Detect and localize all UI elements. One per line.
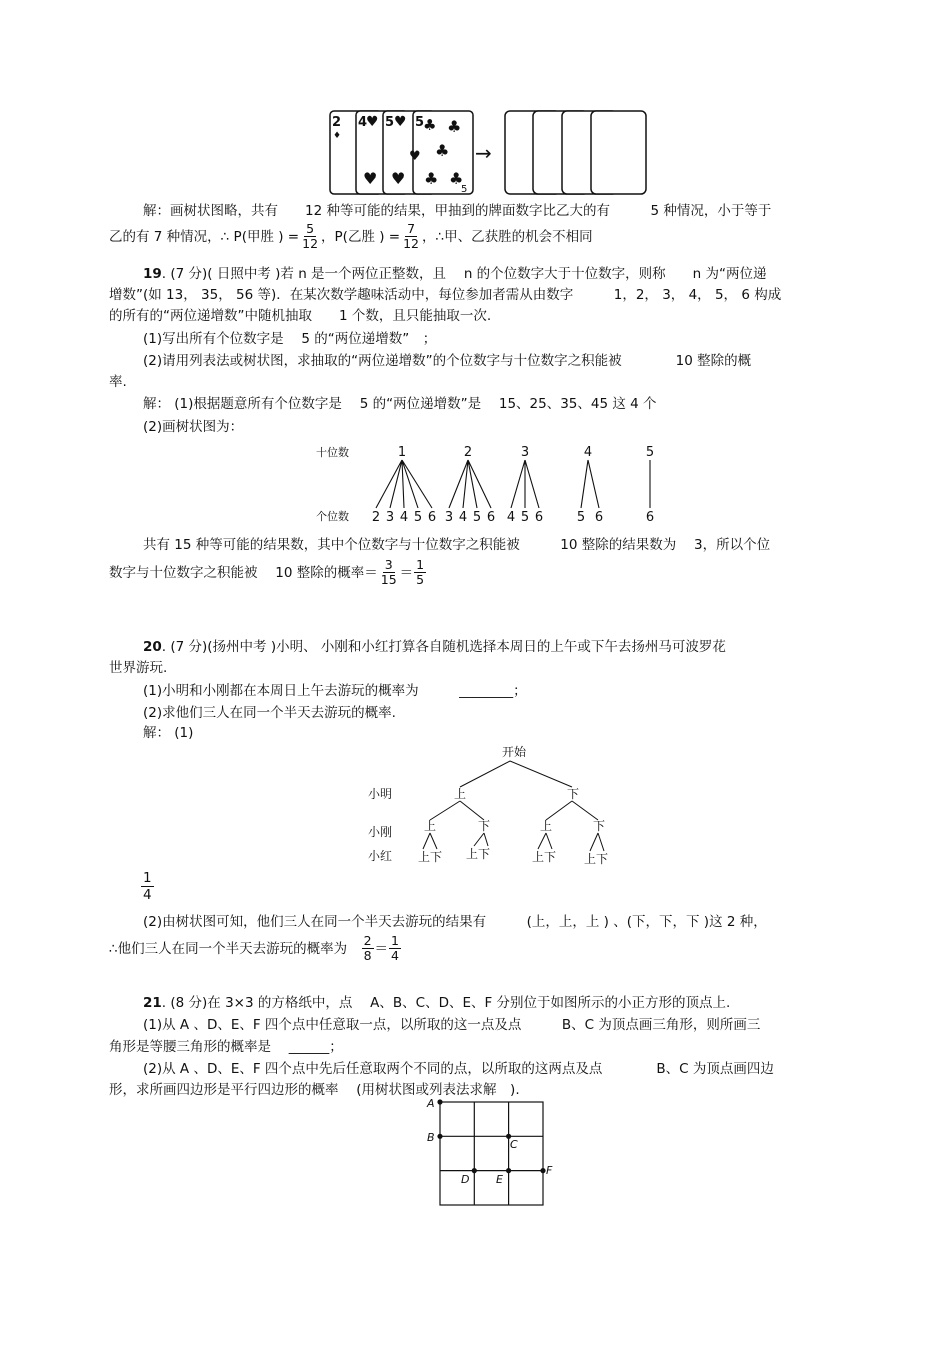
- card-suit: ♣: [423, 116, 437, 134]
- q20-part1: (1)小明和小刚都在本周日上午去游玩的概率为 ________；: [143, 683, 527, 699]
- q19-solution1: 解： (1)根据题意所有个位数字是 5 的“两位递增数”是 15、25、35、45 这 4 个: [143, 396, 657, 412]
- heart-pip-icon: ♥: [363, 169, 378, 188]
- tens-node: 1: [397, 445, 407, 460]
- q20-solution2b: [109, 934, 402, 963]
- text: . (7 分)( 日照中考 )若 n 是一个两位正整数，且 n 的个位数字大于十位数字，则称 n 为“两位递: [161, 266, 767, 282]
- row-label: 小红: [368, 849, 393, 863]
- text: . (8 分)在 3×3 的方格纸中，点 A、B、C、D、E、F 分别位于如图所示的小正方形的顶点上.: [161, 995, 731, 1011]
- tens-label: 十位数: [316, 446, 349, 459]
- q19-part2b: 率.: [109, 374, 127, 390]
- q21-grid-figure: [420, 1096, 560, 1208]
- heart-pip-icon: ♥: [409, 149, 421, 164]
- card-suit: ♦: [333, 131, 342, 141]
- ones-node: 4: [399, 510, 409, 525]
- ones-node: 6: [427, 510, 437, 525]
- denominator: 12: [403, 236, 420, 251]
- denominator: 4: [391, 948, 399, 963]
- numerator: 1: [391, 933, 399, 948]
- tens-node: 4: [583, 445, 593, 460]
- numerator: 1: [143, 870, 152, 886]
- label-c: C: [510, 1138, 518, 1151]
- q19-line3: 的所有的“两位递增数”中随机抽取 1 个数，且只能抽取一次.: [109, 308, 492, 324]
- q19-part1: (1)写出所有个位数字是 5 的“两位递增数” ；: [143, 331, 437, 347]
- equals: ＝: [399, 564, 414, 581]
- ones-label: 个位数: [316, 510, 349, 523]
- q20-solution2a: (2)由树状图可知，他们三人在同一个半天去游玩的结果有 (上，上，上 ) 、(下，下，下 )这 2 种，: [143, 914, 767, 930]
- q19-conclusion1: 共有 15 种等可能的结果数，其中个位数字与十位数字之积能被 10 整除的结果数为 3，所以个位: [143, 537, 771, 553]
- q19-solution2: (2)画树状图为：: [143, 419, 244, 435]
- tree-node: 上: [540, 819, 553, 833]
- text: 数字与十位数字之积能被 10 整除的概率＝: [109, 564, 378, 581]
- denominator: 8: [363, 948, 372, 963]
- q20-solution: 解： (1): [143, 725, 194, 741]
- club-pip-icon: ♣: [435, 141, 450, 160]
- numerator: 3: [384, 557, 393, 572]
- card-suit: ♥: [394, 114, 407, 130]
- label-a: A: [427, 1097, 435, 1110]
- tree-node: 上下: [466, 847, 491, 861]
- card-figure: [325, 108, 655, 198]
- q19-line2: 增数”(如 13， 35， 56 等)．在某次数学趣味活动中，每位参加者需从由数字 1，2， 3， 4， 5， 6 构成: [109, 287, 782, 303]
- tree-node: 上下: [532, 850, 557, 864]
- card-rank: 4: [358, 115, 368, 130]
- club-pip-icon: ♣: [424, 169, 439, 188]
- ones-node: 5: [413, 510, 423, 525]
- tree-node: 上: [424, 819, 437, 833]
- q20-part2: (2)求他们三人在同一个半天去游玩的概率.: [143, 705, 396, 721]
- text: ，P(乙胜 ) =: [321, 228, 401, 245]
- q21-line1: [143, 994, 730, 1012]
- question-number: 20: [143, 639, 162, 655]
- ones-node: 2: [371, 510, 381, 525]
- label-f: F: [546, 1164, 553, 1177]
- tree-node: 上下: [418, 850, 443, 864]
- text: ∴他们三人在同一个半天去游玩的概率为: [109, 940, 361, 957]
- point-d: [472, 1168, 477, 1173]
- denominator: 4: [143, 887, 152, 903]
- text: . (7 分)(扬州中考 )小明、 小刚和小红打算各自随机选择本周日的上午或下午去扬州马可波罗花: [161, 639, 726, 655]
- tens-node: 2: [463, 445, 473, 460]
- tree-node: 下: [593, 819, 606, 833]
- q21-part1b: 角形是等腰三角形的概率是 ______；: [109, 1039, 343, 1055]
- fraction: [379, 558, 399, 587]
- club-pip-icon: ♣: [447, 117, 462, 136]
- ones-node: 4: [458, 510, 468, 525]
- text: ，∴甲、乙获胜的机会不相同: [422, 228, 593, 245]
- equals: ＝: [374, 940, 389, 957]
- fraction: [401, 222, 421, 251]
- ones-node: 3: [385, 510, 395, 525]
- arrow-icon: →: [475, 141, 492, 165]
- q19-tree-diagram: [310, 440, 670, 530]
- point-f: [540, 1168, 545, 1173]
- q19-line1: [143, 265, 767, 283]
- q20-line2: 世界游玩.: [109, 660, 168, 676]
- denominator: 5: [416, 572, 425, 587]
- tree-node: 下: [478, 819, 491, 833]
- label-b: B: [427, 1131, 435, 1144]
- row-label: 小明: [368, 787, 393, 801]
- card-rank-bottom: 5: [461, 184, 468, 195]
- ones-node: 4: [506, 510, 516, 525]
- ones-node: 3: [444, 510, 454, 525]
- q19-part2a: (2)请用列表法或树状图，求抽取的“两位递增数”的个位数字与十位数字之积能被 10 整除的概: [143, 353, 752, 369]
- numerator: 5: [306, 221, 315, 236]
- ones-node: 6: [594, 510, 604, 525]
- text: 乙的有 7 种情况，∴ P(甲胜 ) =: [109, 228, 300, 245]
- label-e: E: [496, 1173, 503, 1186]
- ones-node: 5: [520, 510, 530, 525]
- tree-node: 下: [567, 787, 580, 801]
- q20-line1: [143, 638, 726, 656]
- q21-part2a: (2)从 A 、D、E、F 四个点中先后任意取两个不同的点，以所取的这两点及点 B、C 为顶点画四边: [143, 1061, 774, 1077]
- fraction: [389, 934, 401, 963]
- q18-solution-line1: 解：画树状图略，共有 12 种等可能的结果，甲抽到的牌面数字比乙大的有 5 种情况，小于等于: [143, 203, 772, 219]
- heart-pip-icon: ♥: [391, 169, 406, 188]
- root-node: 开始: [502, 745, 527, 759]
- tree-node: 上: [454, 787, 467, 801]
- ones-node: 6: [534, 510, 544, 525]
- numerator: 2: [363, 933, 372, 948]
- point-b: [437, 1134, 442, 1139]
- q21-part1a: (1)从 A 、D、E、F 四个点中任意取一点，以所取的这一点及点 B、C 为顶点画三角形，则所画三: [143, 1017, 761, 1033]
- q20-tree-diagram: [360, 742, 640, 872]
- fraction: [362, 934, 374, 963]
- point-e: [506, 1168, 511, 1173]
- denominator: 15: [380, 572, 397, 587]
- label-d: D: [461, 1173, 470, 1186]
- card-suit: ♥: [366, 114, 379, 130]
- q20-answer-fraction: [141, 870, 154, 903]
- question-number: 21: [143, 995, 162, 1011]
- tens-node: 3: [520, 445, 530, 460]
- tens-node: 5: [645, 445, 655, 460]
- q21-part2b: 形，求所画四边形是平行四边形的概率 (用树状图或列表法求解 ).: [109, 1082, 520, 1098]
- ones-node: 5: [576, 510, 586, 525]
- ones-node: 6: [645, 510, 655, 525]
- row-label: 小刚: [368, 825, 393, 839]
- q18-solution-line2: [109, 222, 593, 251]
- ones-node: 5: [472, 510, 482, 525]
- numerator: 7: [407, 221, 416, 236]
- point-a: [437, 1099, 442, 1104]
- card-rank: 5: [415, 115, 425, 130]
- club-pip-icon: ♣: [449, 169, 464, 188]
- card-rank: 2: [332, 115, 342, 130]
- fraction: [414, 558, 426, 587]
- tree-node: 上下: [584, 852, 609, 866]
- denominator: 12: [302, 236, 319, 251]
- q19-conclusion2: [109, 558, 427, 587]
- numerator: 1: [416, 557, 425, 572]
- card-rank: 5: [385, 115, 395, 130]
- ones-node: 6: [486, 510, 496, 525]
- question-number: 19: [143, 266, 162, 282]
- fraction: [300, 222, 320, 251]
